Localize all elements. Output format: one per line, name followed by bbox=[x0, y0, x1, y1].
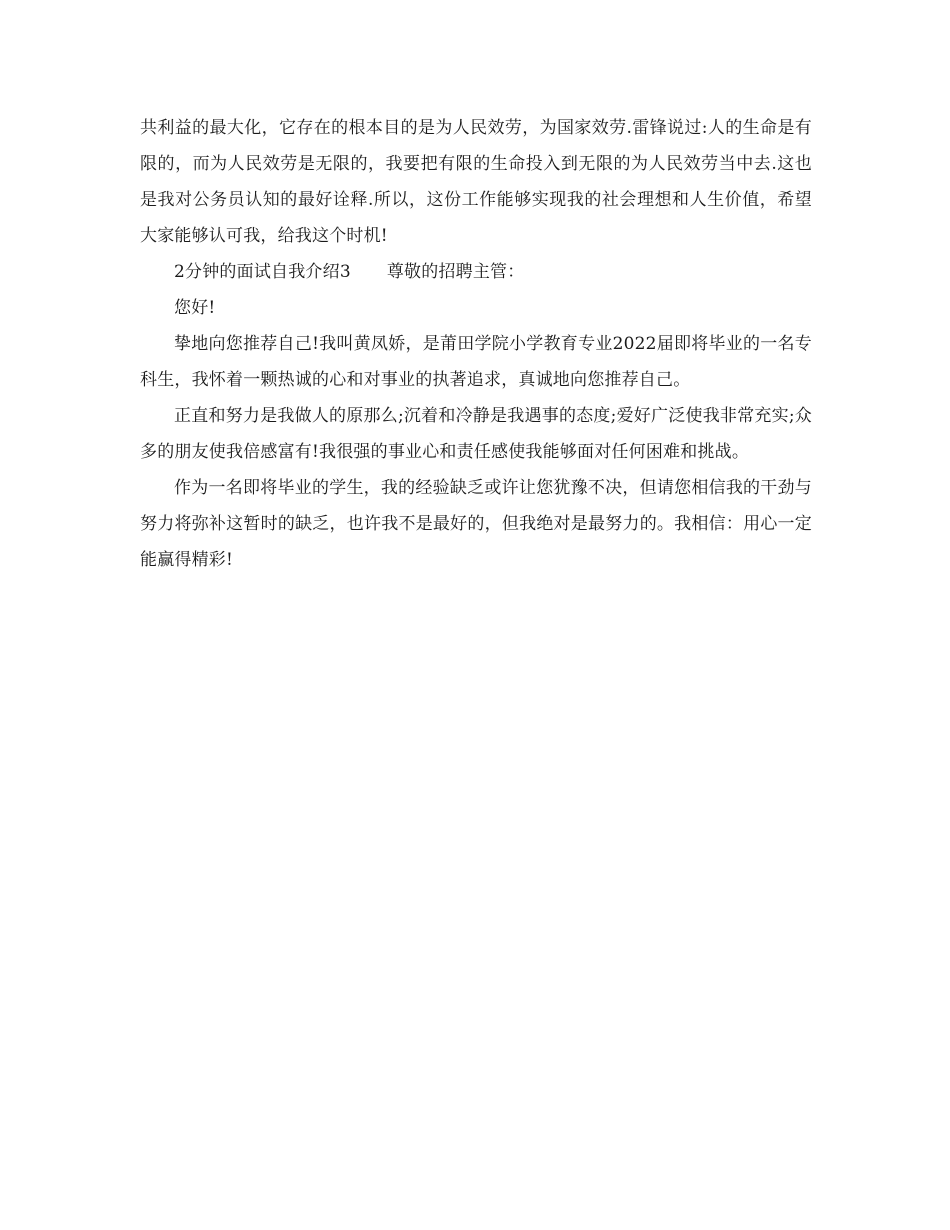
continuation-paragraph: 共利益的最大化，它存在的根本目的是为人民效劳，为国家效劳.雷锋说过:人的生命是有限的，而为人民效劳是无限的，我要把有限的生命投入到无限的为人民效劳当中去.这也是我对公务员认知的最好诠释.所以，这份工作能够实现我的社会理想和人生价值，希望大家能够认可我，给我这个时机! bbox=[140, 118, 812, 246]
body-paragraph-3: 作为一名即将毕业的学生，我的经验缺乏或许让您犹豫不决，但请您相信我的干劲与努力将弥补这暂时的缺乏，也许我不是最好的，但我绝对是最努力的。我相信：用心一定能赢得精彩! bbox=[140, 478, 812, 570]
salutation: 尊敬的招聘主管： bbox=[386, 262, 525, 282]
body-paragraph-1: 挚地向您推荐自己!我叫黄凤娇，是莆田学院小学教育专业2022届即将毕业的一名专科生，我怀着一颗热诚的心和对事业的执著追求，真诚地向您推荐自己。 bbox=[140, 334, 812, 390]
body-paragraph-2: 正直和努力是我做人的原那么;沉着和冷静是我遇事的态度;爱好广泛使我非常充实;众多的朋友使我倍感富有!我很强的事业心和责任感使我能够面对任何困难和挑战。 bbox=[140, 406, 812, 462]
greeting: 您好! bbox=[174, 298, 216, 318]
section-heading-line bbox=[140, 254, 812, 290]
section-title: 2分钟的面试自我介绍3 bbox=[174, 262, 351, 282]
document-page bbox=[140, 110, 812, 578]
